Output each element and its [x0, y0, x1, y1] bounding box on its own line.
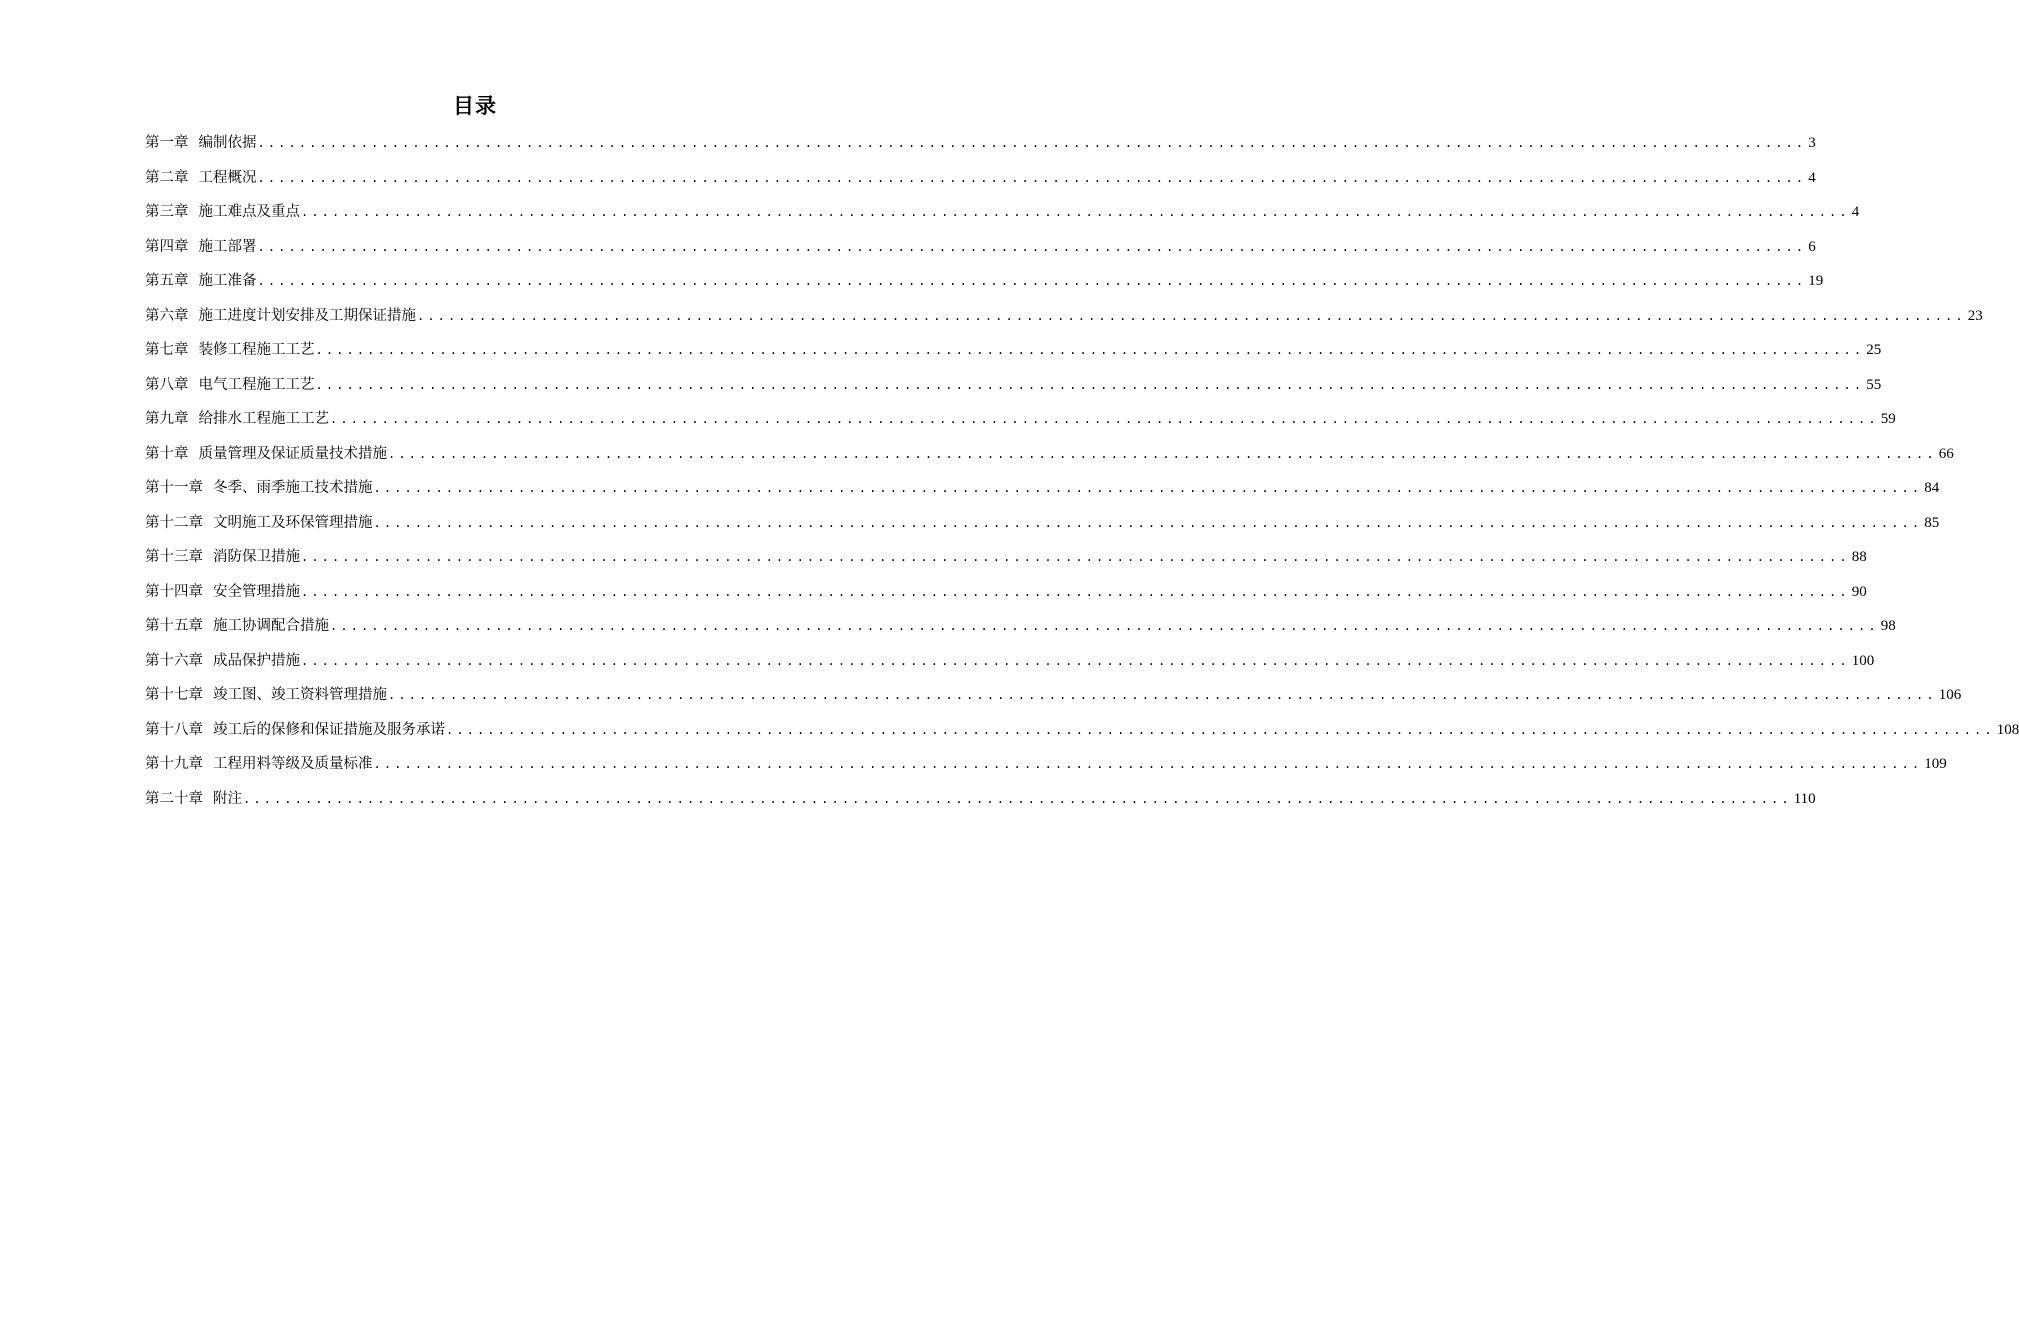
toc-dot-leader: ...................................................................................................................................................... — [257, 274, 1807, 288]
toc-chapter-number: 第十六章 — [145, 652, 203, 669]
toc-page-number: 109 — [1924, 756, 1947, 772]
toc-chapter-title: 给排水工程施工工艺 — [198, 411, 329, 427]
toc-dot-leader: ...................................................................................................................................................... — [388, 688, 1937, 702]
toc-entry[interactable] — [145, 437, 1954, 472]
toc-entry[interactable] — [145, 299, 1983, 334]
toc-list — [145, 126, 2019, 816]
toc-chapter-number: 第九章 — [145, 411, 189, 427]
toc-dot-leader: ...................................................................................................................................................... — [315, 343, 1865, 357]
toc-chapter-number: 第十二章 — [145, 514, 203, 531]
toc-dot-leader: ...................................................................................................................................................... — [330, 619, 1879, 633]
toc-chapter-number: 第二十章 — [145, 790, 203, 807]
toc-chapter-title: 电气工程施工工艺 — [198, 376, 315, 393]
toc-chapter-number: 第六章 — [145, 307, 189, 324]
toc-entry[interactable] — [145, 609, 1896, 644]
toc-chapter-title: 工程用料等级及质量标准 — [213, 756, 373, 772]
toc-chapter-title: 消防保卫措施 — [213, 549, 300, 565]
toc-entry[interactable] — [145, 368, 1882, 403]
toc-chapter-title: 文明施工及环保管理措施 — [213, 514, 373, 531]
toc-entry[interactable] — [145, 161, 1816, 196]
toc-chapter-title: 安全管理措施 — [213, 583, 300, 600]
toc-page-number: 66 — [1938, 445, 1954, 462]
toc-entry[interactable] — [145, 195, 1860, 230]
toc-dot-leader: ...................................................................................................................................................... — [257, 170, 1807, 185]
toc-title: 目录 — [453, 94, 497, 118]
toc-chapter-title: 施工难点及重点 — [198, 204, 300, 220]
toc-chapter-title: 成品保护措施 — [213, 652, 300, 669]
toc-entry[interactable] — [145, 333, 1882, 368]
toc-entry[interactable] — [145, 575, 1867, 610]
toc-dot-leader: ...................................................................................................................................................... — [301, 205, 1850, 219]
toc-chapter-number: 第十三章 — [145, 549, 203, 565]
toc-chapter-title: 施工进度计划安排及工期保证措施 — [198, 307, 416, 324]
toc-entry[interactable] — [145, 782, 1816, 817]
toc-chapter-number: 第十一章 — [145, 480, 203, 496]
toc-entry[interactable] — [145, 506, 1940, 541]
toc-page-number: 59 — [1880, 411, 1896, 427]
toc-entry[interactable] — [145, 747, 1947, 782]
toc-entry[interactable] — [145, 678, 1962, 713]
toc-chapter-number: 第一章 — [145, 135, 189, 151]
toc-chapter-number: 第五章 — [145, 273, 189, 289]
toc-chapter-number: 第三章 — [145, 204, 189, 220]
toc-dot-leader: ...................................................................................................................................................... — [373, 515, 1923, 530]
toc-entry[interactable] — [145, 264, 1824, 299]
toc-dot-leader: ...................................................................................................................................................... — [243, 791, 1792, 806]
toc-page-number: 55 — [1866, 376, 1882, 393]
toc-entry[interactable] — [145, 713, 2019, 748]
toc-page-number: 4 — [1808, 169, 1816, 186]
toc-chapter-number: 第十章 — [145, 445, 189, 462]
toc-chapter-number: 第十五章 — [145, 618, 203, 634]
toc-chapter-number: 第四章 — [145, 238, 189, 255]
toc-chapter-title: 施工部署 — [198, 238, 257, 255]
toc-page-number: 6 — [1808, 238, 1816, 255]
toc-entry[interactable] — [145, 644, 1875, 679]
toc-page-number: 88 — [1851, 549, 1867, 565]
toc-entry[interactable] — [145, 230, 1816, 265]
toc-dot-leader: ...................................................................................................................................................... — [301, 550, 1850, 564]
toc-entry[interactable] — [145, 402, 1896, 437]
toc-chapter-title: 装修工程施工工艺 — [198, 342, 315, 358]
toc-page-number: 25 — [1866, 342, 1882, 358]
toc-page-number: 106 — [1938, 687, 1962, 703]
toc-page-number: 110 — [1793, 790, 1816, 807]
toc-page-number: 23 — [1967, 307, 1983, 324]
toc-dot-leader: ...................................................................................................................................................... — [446, 722, 1995, 737]
toc-chapter-number: 第七章 — [145, 342, 189, 358]
toc-dot-leader: ...................................................................................................................................................... — [417, 308, 1966, 323]
toc-page-number: 98 — [1880, 618, 1896, 634]
toc-entry[interactable] — [145, 540, 1867, 575]
toc-dot-leader: ...................................................................................................................................................... — [257, 136, 1807, 150]
toc-page-number: 84 — [1924, 480, 1940, 496]
toc-chapter-title: 施工协调配合措施 — [213, 618, 329, 634]
toc-page-number: 85 — [1924, 514, 1940, 531]
toc-dot-leader: ...................................................................................................................................................... — [373, 481, 1923, 495]
toc-dot-leader: ...................................................................................................................................................... — [257, 239, 1807, 254]
toc-page-number: 4 — [1851, 204, 1860, 220]
toc-page-number: 19 — [1808, 273, 1824, 289]
toc-chapter-number: 第十八章 — [145, 721, 203, 738]
toc-chapter-number: 第十四章 — [145, 583, 203, 600]
toc-chapter-title: 竣工图、竣工资料管理措施 — [213, 687, 387, 703]
toc-chapter-number: 第二章 — [145, 169, 189, 186]
toc-page-number: 90 — [1851, 583, 1867, 600]
toc-entry[interactable] — [145, 126, 1816, 161]
toc-chapter-title: 冬季、雨季施工技术措施 — [213, 480, 373, 496]
toc-dot-leader: ...................................................................................................................................................... — [301, 653, 1850, 668]
toc-chapter-title: 竣工后的保修和保证措施及服务承诺 — [213, 721, 445, 738]
toc-dot-leader: ...................................................................................................................................................... — [373, 757, 1923, 771]
toc-chapter-title: 施工准备 — [198, 273, 257, 289]
toc-page-number: 108 — [1996, 721, 2019, 738]
toc-chapter-title: 质量管理及保证质量技术措施 — [198, 445, 387, 462]
toc-dot-leader: ...................................................................................................................................................... — [330, 412, 1879, 426]
toc-dot-leader: ...................................................................................................................................................... — [388, 446, 1937, 461]
toc-dot-leader: ...................................................................................................................................................... — [315, 377, 1865, 392]
toc-entry[interactable] — [145, 471, 1940, 506]
toc-chapter-title: 附注 — [213, 790, 242, 807]
toc-chapter-title: 工程概况 — [198, 169, 257, 186]
toc-dot-leader: ...................................................................................................................................................... — [301, 584, 1850, 599]
toc-chapter-title: 编制依据 — [198, 135, 257, 151]
toc-chapter-number: 第十七章 — [145, 687, 203, 703]
toc-page-number: 3 — [1808, 135, 1816, 151]
toc-chapter-number: 第十九章 — [145, 756, 203, 772]
toc-page-number: 100 — [1851, 652, 1875, 669]
toc-chapter-number: 第八章 — [145, 376, 189, 393]
